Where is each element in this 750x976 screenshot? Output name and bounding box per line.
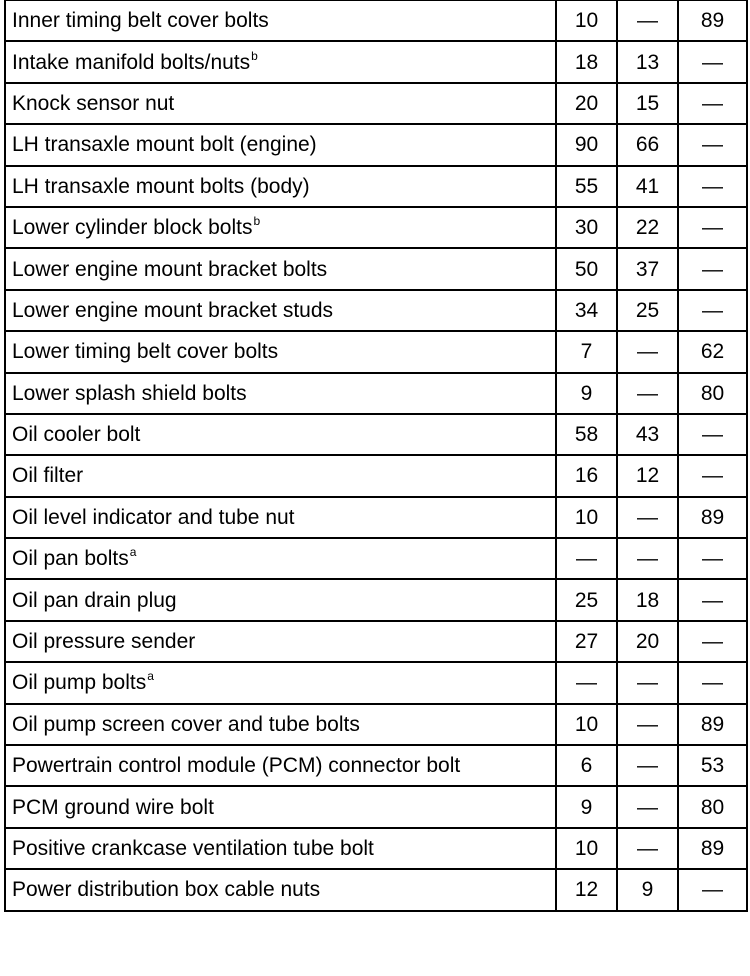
pound-feet-cell: —	[617, 538, 678, 579]
component-description: Lower splash shield bolts	[12, 381, 247, 405]
pound-inches-cell: 62	[678, 331, 747, 372]
newton-meters-cell: 34	[556, 290, 617, 331]
component-description-cell	[5, 373, 556, 414]
table-row	[5, 786, 747, 827]
pound-feet-cell: —	[617, 745, 678, 786]
component-description: Lower engine mount bracket bolts	[12, 257, 328, 281]
newton-meters-cell: 9	[556, 373, 617, 414]
pound-inches-cell: —	[678, 621, 747, 662]
torque-spec-table	[4, 0, 748, 912]
newton-meters-cell: 50	[556, 248, 617, 289]
component-description-cell	[5, 331, 556, 372]
component-description-cell	[5, 786, 556, 827]
pound-inches-cell: 89	[678, 828, 747, 869]
pound-feet-cell: —	[617, 828, 678, 869]
component-description-cell	[5, 207, 556, 248]
component-description-cell	[5, 1, 556, 42]
component-description-cell	[5, 828, 556, 869]
newton-meters-cell: 7	[556, 331, 617, 372]
component-description: Powertrain control module (PCM) connector bolt	[12, 754, 461, 778]
table-row	[5, 828, 747, 869]
footnote-marker: a	[129, 545, 137, 560]
component-description-cell	[5, 248, 556, 289]
component-description: Oil pan bolts	[12, 547, 129, 571]
newton-meters-cell: 25	[556, 579, 617, 620]
component-description: LH transaxle mount bolt (engine)	[12, 133, 317, 157]
pound-feet-cell: 12	[617, 455, 678, 496]
component-description-cell	[5, 83, 556, 124]
newton-meters-cell: 30	[556, 207, 617, 248]
newton-meters-cell: 90	[556, 124, 617, 165]
table-row	[5, 579, 747, 620]
pound-feet-cell: 22	[617, 207, 678, 248]
component-description-cell	[5, 290, 556, 331]
component-description: Positive crankcase ventilation tube bolt	[12, 837, 374, 860]
pound-feet-cell: —	[617, 662, 678, 703]
pound-inches-cell: 80	[678, 373, 747, 414]
newton-meters-cell: 18	[556, 41, 617, 82]
table-row	[5, 41, 747, 82]
pound-inches-cell: —	[678, 83, 747, 124]
newton-meters-cell: 20	[556, 83, 617, 124]
pound-feet-cell: —	[617, 704, 678, 745]
newton-meters-cell: 9	[556, 786, 617, 827]
component-description: Oil pump bolts	[12, 671, 147, 695]
table-row	[5, 745, 747, 786]
table-body	[5, 1, 747, 911]
component-description-cell	[5, 497, 556, 538]
pound-inches-cell: —	[678, 869, 747, 910]
pound-feet-cell: —	[617, 497, 678, 538]
pound-inches-cell: 89	[678, 704, 747, 745]
table-row	[5, 497, 747, 538]
footnote-marker: a	[147, 669, 154, 684]
table-row	[5, 373, 747, 414]
pound-inches-cell: 89	[678, 497, 747, 538]
component-description: PCM ground wire bolt	[12, 795, 214, 819]
component-description: Oil pump screen cover and tube bolts	[12, 712, 360, 736]
newton-meters-cell: 10	[556, 828, 617, 869]
component-description: Oil cooler bolt	[12, 423, 141, 447]
pound-feet-cell: —	[617, 786, 678, 827]
newton-meters-cell: —	[556, 662, 617, 703]
pound-inches-cell: 80	[678, 786, 747, 827]
newton-meters-cell: 16	[556, 455, 617, 496]
pound-inches-cell: —	[678, 248, 747, 289]
newton-meters-cell: 27	[556, 621, 617, 662]
component-description: LH transaxle mount bolts (body)	[12, 174, 310, 198]
pound-inches-cell: —	[678, 166, 747, 207]
component-description-cell	[5, 869, 556, 910]
pound-feet-cell: 15	[617, 83, 678, 124]
component-description-cell	[5, 745, 556, 786]
component-description-cell	[5, 414, 556, 455]
newton-meters-cell: 55	[556, 166, 617, 207]
component-description-cell	[5, 579, 556, 620]
component-description: Lower cylinder block bolts	[12, 216, 253, 240]
newton-meters-cell: 10	[556, 497, 617, 538]
table-row	[5, 248, 747, 289]
pound-inches-cell: —	[678, 579, 747, 620]
pound-feet-cell: 43	[617, 414, 678, 455]
component-description-cell	[5, 455, 556, 496]
newton-meters-cell: 12	[556, 869, 617, 910]
component-description-cell	[5, 704, 556, 745]
table-row	[5, 331, 747, 372]
component-description-cell	[5, 538, 556, 579]
pound-feet-cell: 9	[617, 869, 678, 910]
component-description: Lower engine mount bracket studs	[12, 298, 334, 322]
pound-feet-cell: —	[617, 331, 678, 372]
pound-feet-cell: 25	[617, 290, 678, 331]
component-description-cell	[5, 166, 556, 207]
pound-inches-cell: —	[678, 414, 747, 455]
component-description: Oil pan drain plug	[12, 588, 177, 612]
table-row	[5, 290, 747, 331]
newton-meters-cell: 10	[556, 704, 617, 745]
pound-feet-cell: 41	[617, 166, 678, 207]
pound-feet-cell: 18	[617, 579, 678, 620]
table-row	[5, 869, 747, 910]
component-description-cell	[5, 41, 556, 82]
pound-feet-cell: 13	[617, 41, 678, 82]
table-row	[5, 414, 747, 455]
pound-inches-cell: —	[678, 538, 747, 579]
pound-feet-cell: —	[617, 1, 678, 42]
component-description: Inner timing belt cover bolts	[12, 9, 269, 33]
footnote-marker: b	[253, 214, 261, 229]
pound-inches-cell: —	[678, 124, 747, 165]
pound-inches-cell: —	[678, 455, 747, 496]
pound-feet-cell: 20	[617, 621, 678, 662]
table-row	[5, 538, 747, 579]
pound-inches-cell: 53	[678, 745, 747, 786]
footnote-marker: b	[251, 48, 258, 63]
table-row	[5, 124, 747, 165]
pound-inches-cell: —	[678, 207, 747, 248]
newton-meters-cell: 58	[556, 414, 617, 455]
pound-feet-cell: —	[617, 373, 678, 414]
pound-feet-cell: 37	[617, 248, 678, 289]
newton-meters-cell: 6	[556, 745, 617, 786]
component-description-cell	[5, 124, 556, 165]
table-row	[5, 83, 747, 124]
component-description: Oil filter	[12, 464, 84, 488]
component-description: Knock sensor nut	[12, 91, 175, 115]
component-description: Lower timing belt cover bolts	[12, 340, 279, 364]
pound-inches-cell: 89	[678, 1, 747, 42]
table-row	[5, 455, 747, 496]
pound-inches-cell: —	[678, 662, 747, 703]
newton-meters-cell: —	[556, 538, 617, 579]
table-row	[5, 166, 747, 207]
pound-inches-cell: —	[678, 41, 747, 82]
component-description: Intake manifold bolts/nuts	[12, 50, 251, 74]
component-description: Power distribution box cable nuts	[12, 878, 321, 902]
component-description-cell	[5, 662, 556, 703]
table-row	[5, 621, 747, 662]
pound-inches-cell: —	[678, 290, 747, 331]
component-description: Oil level indicator and tube nut	[12, 505, 295, 529]
pound-feet-cell: 66	[617, 124, 678, 165]
newton-meters-cell: 10	[556, 1, 617, 42]
table-row	[5, 662, 747, 703]
component-description-cell	[5, 621, 556, 662]
table-row	[5, 207, 747, 248]
table-row	[5, 1, 747, 42]
component-description: Oil pressure sender	[12, 630, 196, 654]
table-row	[5, 704, 747, 745]
